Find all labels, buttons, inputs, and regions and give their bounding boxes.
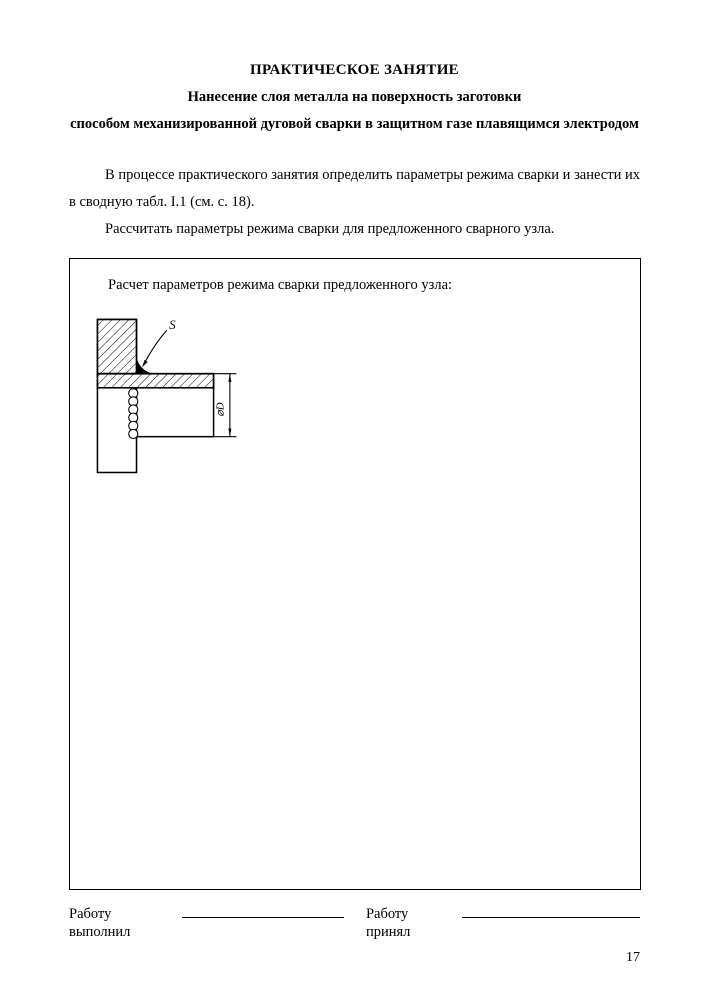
page-title: ПРАКТИЧЕСКОЕ ЗАНЯТИЕ	[250, 62, 459, 78]
performed-by-blank	[182, 905, 344, 918]
subtitle-line-1: Нанесение слоя металла на поверхность заготовки	[187, 89, 522, 105]
subtitle-line-2: способом механизированной дуговой сварки в защитном газе плавящимся электродом	[70, 116, 639, 132]
page-content	[0, 62, 707, 966]
paragraph-task: Рассчитать параметры режима сварки для предложенного сварного узла.	[105, 221, 555, 237]
diameter-label: ⌀D	[214, 402, 227, 417]
page-number: 17	[626, 950, 640, 965]
weld-leader-arrow	[142, 330, 167, 367]
weld-thickness-label: S	[169, 317, 176, 333]
accepted-by-label: Работу принял	[365, 906, 411, 940]
accepted-by-blank	[462, 905, 640, 918]
signature-footer	[69, 905, 640, 941]
paragraph-instructions: В процессе практического занятия определить параметры режима сварки и занести их в сводную табл. I.1 (см. с. 18).	[69, 167, 640, 210]
hub-outline	[137, 388, 214, 437]
drawing-container	[92, 314, 640, 484]
pipe-wall-section	[97, 319, 136, 373]
performed-by-label: Работу выполнил	[69, 906, 131, 940]
calculation-box	[69, 258, 641, 890]
calc-box-label: Расчет параметров режима сварки предложенного узла:	[108, 277, 453, 293]
welding-joint-drawing	[92, 314, 244, 479]
flange-plate-section	[97, 374, 213, 388]
